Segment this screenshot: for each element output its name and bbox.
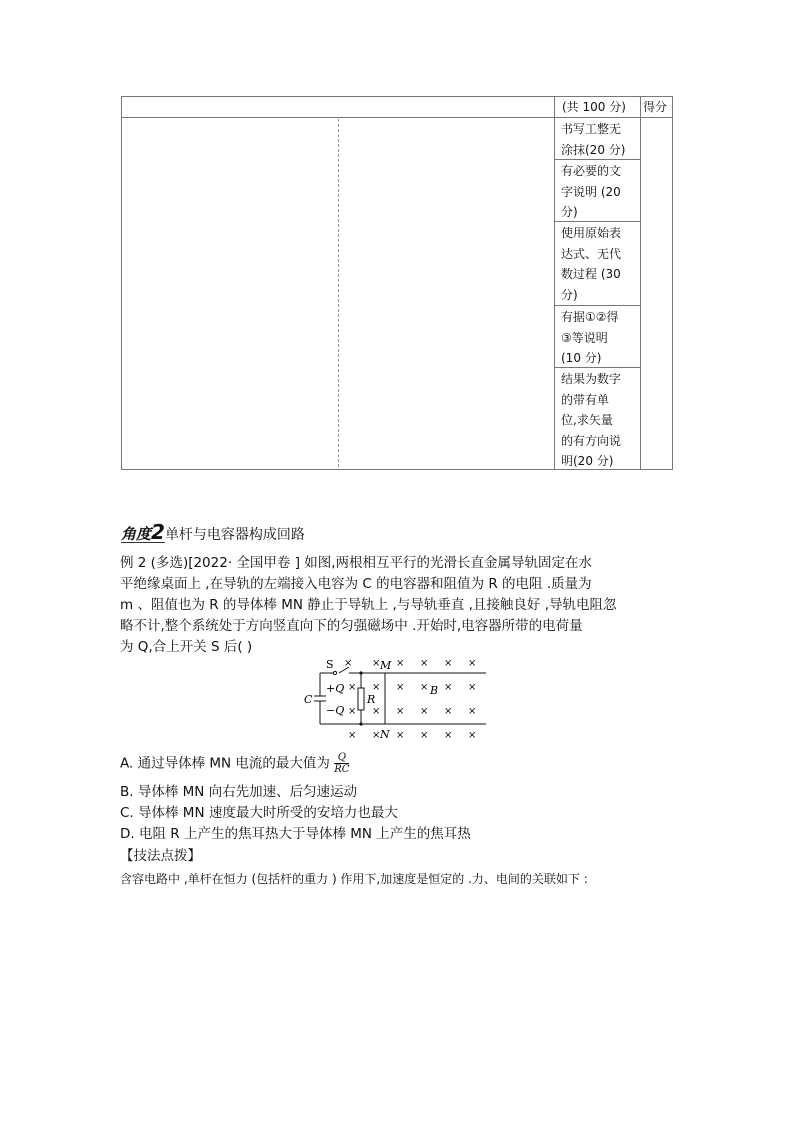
section-number: 2: [151, 520, 165, 544]
scoring-table: [121, 96, 673, 470]
svg-text:×: ×: [348, 706, 357, 717]
label-c: C: [304, 693, 313, 706]
section-badge: 角度: [121, 525, 152, 543]
section-heading: [121, 520, 305, 544]
svg-text:×: ×: [468, 730, 477, 741]
svg-text:×: ×: [396, 682, 405, 693]
option-a: A. 通过导体棒 MN 电流的最大值为 $\frac{Q}{RC}$: [120, 752, 350, 775]
criterion-3: 使用原始表 达式、无代 数过程 (30 分): [561, 226, 622, 302]
criterion-2: 有必要的文 字说明 (20 分): [561, 164, 622, 219]
svg-text:×: ×: [372, 706, 381, 717]
svg-text:×: ×: [468, 682, 477, 693]
tip-heading: 【技法点拨】: [120, 848, 201, 864]
label-m: M: [380, 659, 392, 672]
svg-text:×: ×: [444, 682, 453, 693]
label-r: R: [367, 693, 376, 706]
option-b: B. 导体棒 MN 向右先加速、后匀速运动: [120, 784, 358, 800]
svg-text:×: ×: [372, 730, 381, 741]
svg-text:×: ×: [420, 706, 429, 717]
criterion-4: 有据①②得 ③等说明 (10 分): [561, 310, 619, 365]
svg-text:×: ×: [344, 658, 353, 669]
svg-text:×: ×: [444, 730, 453, 741]
label-minus-q: −Q: [326, 704, 345, 717]
tip-text: 含容电路中 ,单杆在恒力 (包括杆的重力 ) 作用下,加速度是恒定的 .力、电间的关联如下 :: [120, 872, 588, 886]
header-total: (共 100 分): [562, 100, 626, 114]
fraction-q-over-rc: $\frac{Q}{RC}$: [334, 752, 350, 775]
svg-text:×: ×: [372, 658, 381, 669]
criterion-5: 结果为数字 的带有单 位,求矢量 的有方向说 明(20 分): [561, 372, 622, 468]
header-score: 得分: [643, 100, 668, 114]
section-title: 单杆与电容器构成回路: [164, 527, 305, 543]
svg-text:×: ×: [396, 730, 405, 741]
svg-text:×: ×: [420, 730, 429, 741]
svg-text:×: ×: [444, 706, 453, 717]
svg-text:×: ×: [348, 682, 357, 693]
criterion-1: 书写工整无 涂抹(20 分): [561, 122, 626, 157]
svg-text:×: ×: [348, 730, 357, 741]
svg-text:×: ×: [444, 658, 453, 669]
label-b: B: [430, 684, 439, 697]
svg-text:×: ×: [372, 682, 381, 693]
svg-text:×: ×: [396, 706, 405, 717]
svg-text:×: ×: [420, 658, 429, 669]
option-d: D. 电阻 R 上产生的焦耳热大于导体棒 MN 上产生的焦耳热: [120, 826, 471, 842]
example-text: 例 2 (多选)[2022· 全国甲卷 ] 如图,两根相互平行的光滑长直金属导轨固定在水 平绝缘桌面上 ,在导轨的左端接入电容为 C 的电容器和阻值为 R 的电阻 .质量为 m 、阻值也为 R 的导体棒 MN 静止于导轨上 ,与导轨垂直 ,且接触良好 ,导轨电阻忽 略不计,整个系统处于方向竖直向下的匀强磁场中 .开始时,电容器所带的电荷量 为 Q,合上开关 S 后( ): [120, 555, 617, 655]
option-c: C. 导体棒 MN 速度最大时所受的安培力也最大: [120, 805, 398, 821]
svg-text:×: ×: [396, 658, 405, 669]
svg-text:×: ×: [468, 706, 477, 717]
label-n: N: [380, 728, 390, 741]
svg-text:×: ×: [468, 658, 477, 669]
label-s: S: [326, 658, 334, 671]
svg-text:×: ×: [420, 682, 429, 693]
label-plus-q: +Q: [326, 682, 345, 695]
circuit-figure: [296, 654, 496, 744]
